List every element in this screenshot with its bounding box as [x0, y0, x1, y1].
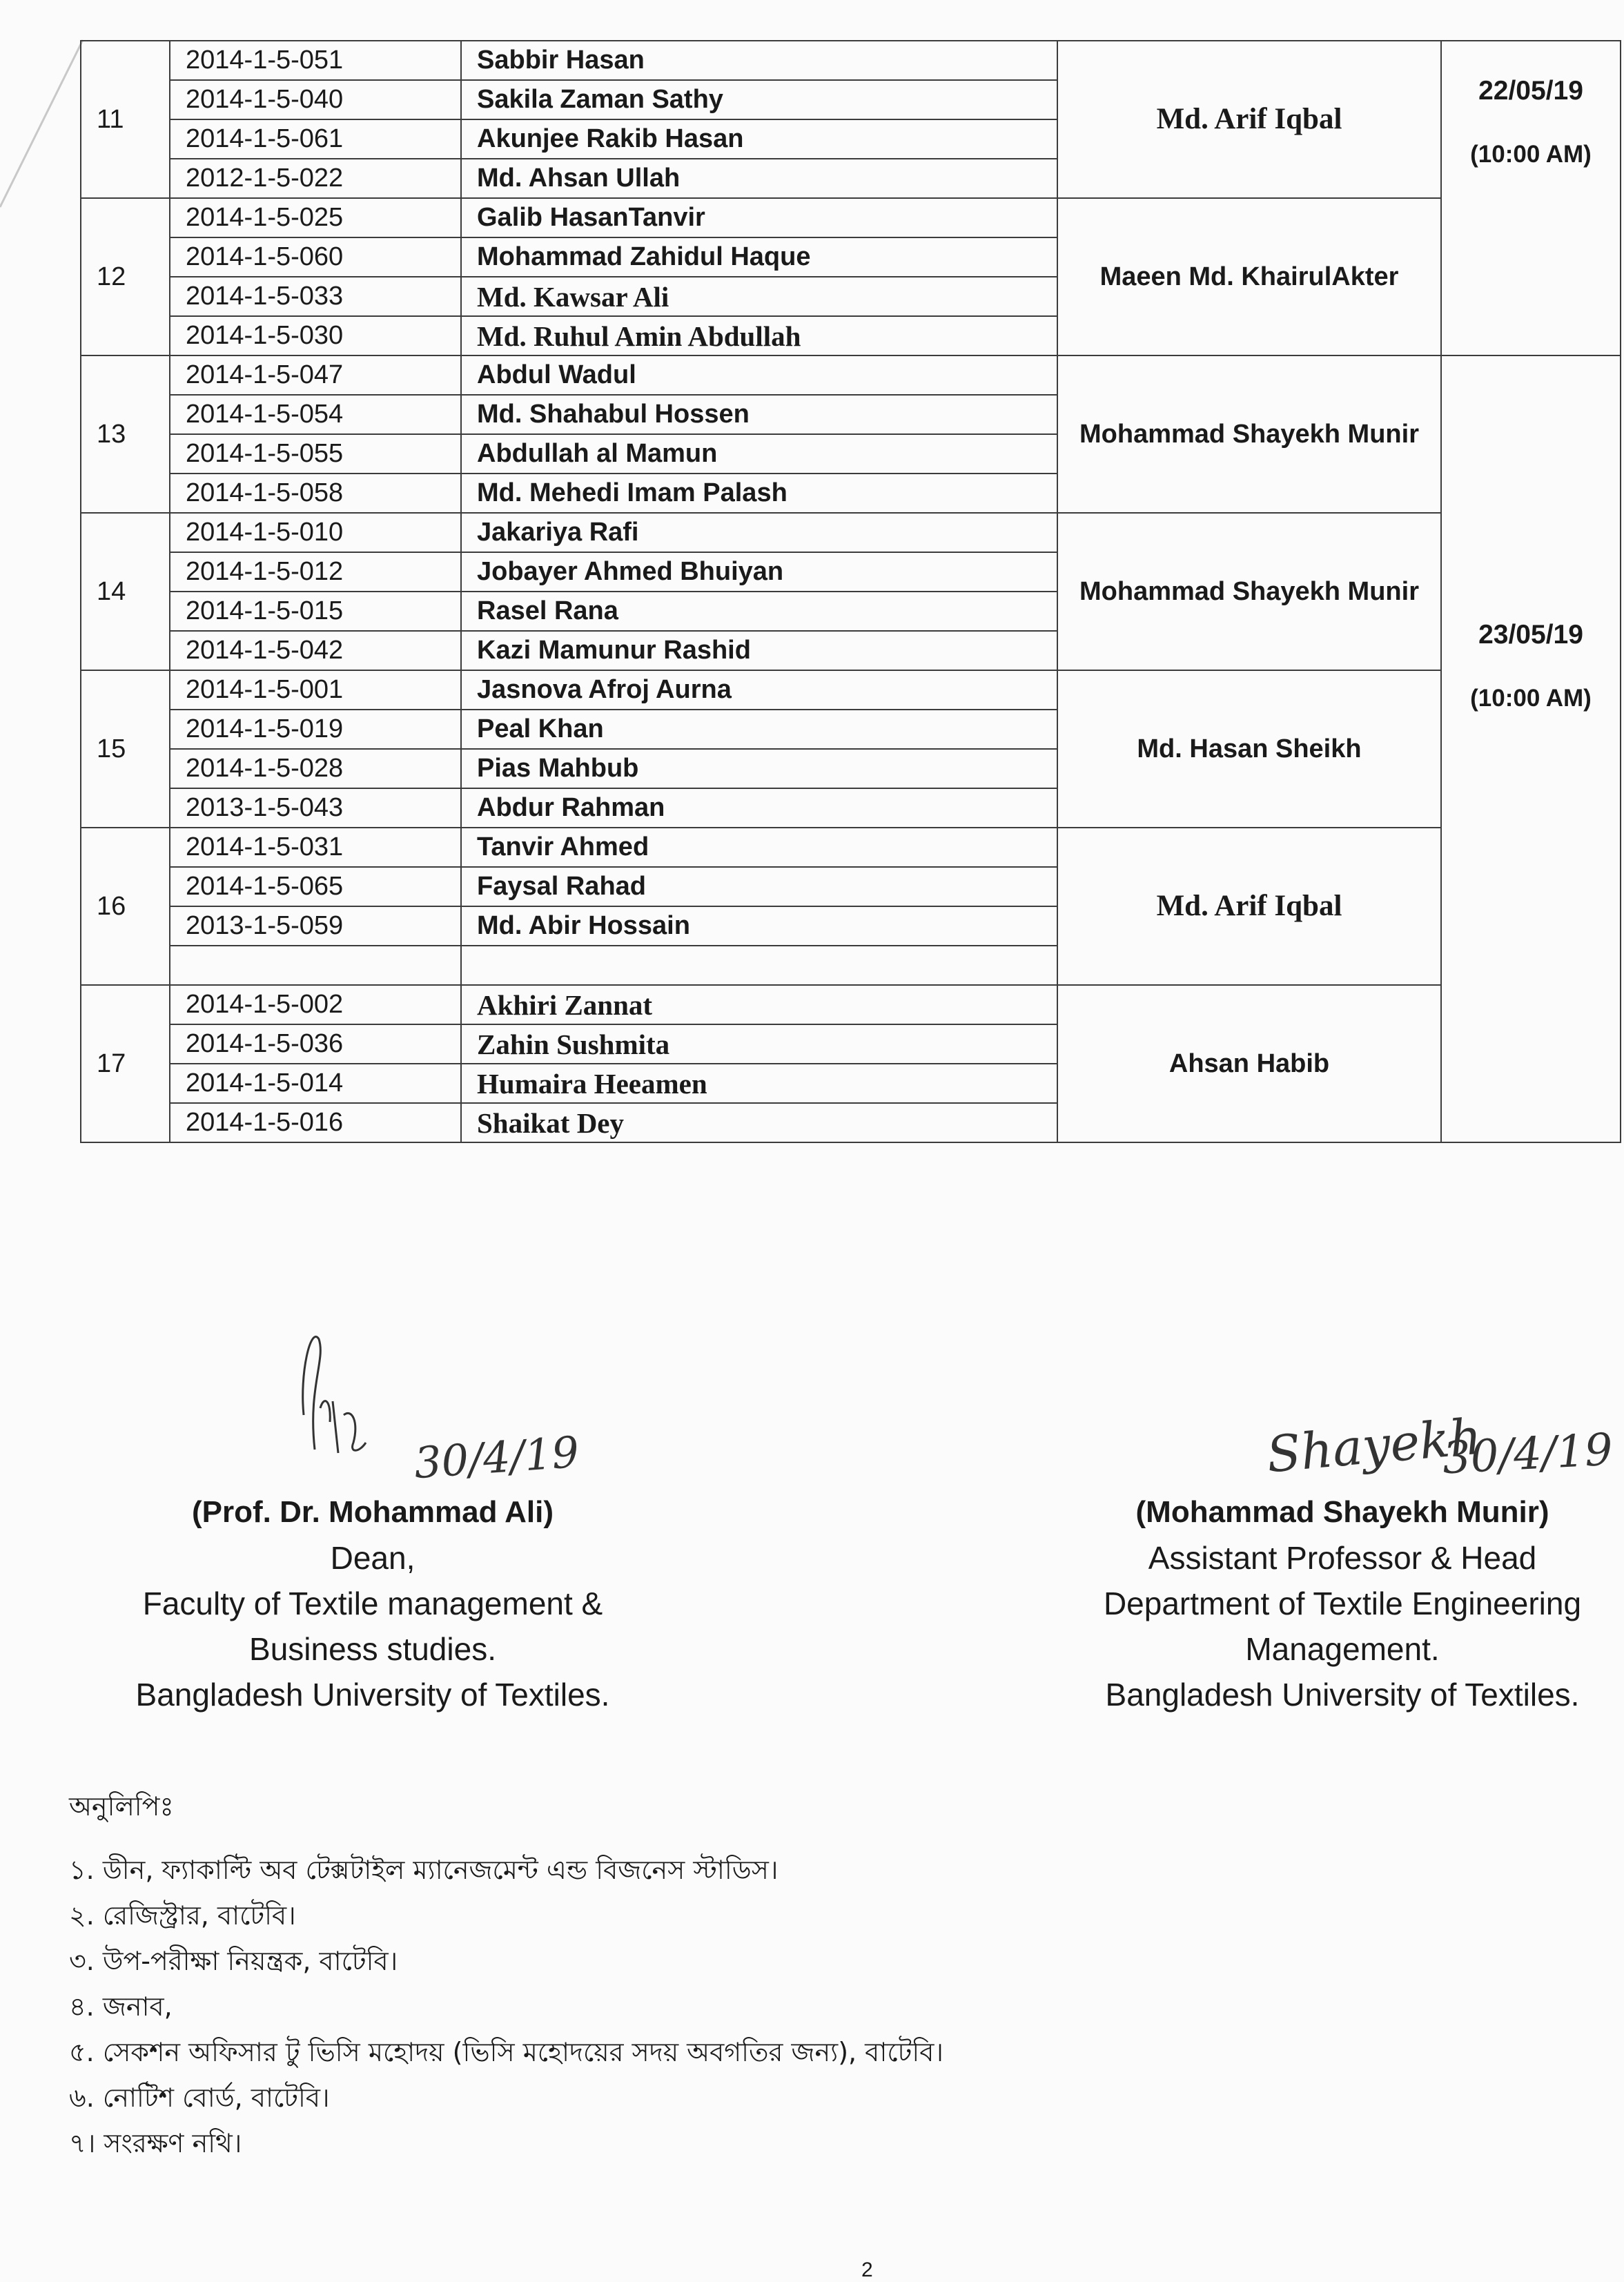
defense-time: (10:00 AM) — [1470, 685, 1592, 712]
student-id: 2014-1-5-047 — [170, 355, 461, 395]
supervisor-name: Md. Arif Iqbal — [1057, 41, 1441, 198]
table-row — [81, 513, 1621, 552]
student-id: 2014-1-5-054 — [170, 395, 461, 434]
student-name: Pias Mahbub — [461, 749, 1057, 788]
copy-distribution-list — [69, 1786, 943, 2169]
student-name: Jobayer Ahmed Bhuiyan — [461, 552, 1057, 592]
student-name: Akunjee Rakib Hasan — [461, 119, 1057, 159]
student-name: Jasnova Afroj Aurna — [461, 670, 1057, 710]
student-name: Md. Kawsar Ali — [461, 277, 1057, 316]
student-id: 2014-1-5-031 — [170, 828, 461, 867]
student-name: Akhiri Zannat — [461, 985, 1057, 1024]
supervisor-name: Mohammad Shayekh Munir — [1057, 513, 1441, 670]
student-id: 2014-1-5-060 — [170, 237, 461, 277]
defense-date-cell — [1441, 355, 1621, 1142]
head-signature-block — [1073, 1490, 1612, 1717]
student-id: 2014-1-5-065 — [170, 867, 461, 906]
defense-time: (10:00 AM) — [1470, 141, 1592, 168]
dean-faculty-line1: Faculty of Textile management & — [142, 1586, 603, 1621]
table-row — [81, 670, 1621, 710]
student-name: Rasel Rana — [461, 592, 1057, 631]
student-name: Md. Shahabul Hossen — [461, 395, 1057, 434]
student-id: 2014-1-5-016 — [170, 1103, 461, 1142]
student-name: Md. Mehedi Imam Palash — [461, 474, 1057, 513]
student-name: Shaikat Dey — [461, 1103, 1057, 1142]
table-row — [81, 355, 1621, 395]
copy-list-item: ৭। সংরক্ষণ নথি। — [69, 2128, 242, 2158]
student-name: Mohammad Zahidul Haque — [461, 237, 1057, 277]
supervisor-name: Md. Hasan Sheikh — [1057, 670, 1441, 828]
group-number: 15 — [81, 670, 170, 828]
student-name: Abdur Rahman — [461, 788, 1057, 828]
dean-signature-block — [83, 1490, 663, 1717]
defense-date: 22/05/19 — [1478, 76, 1583, 106]
supervisor-name: Md. Arif Iqbal — [1057, 828, 1441, 985]
dean-title: Dean, — [330, 1540, 415, 1576]
student-name: Abdullah al Mamun — [461, 434, 1057, 474]
student-name: Humaira Heeamen — [461, 1064, 1057, 1103]
student-name: Kazi Mamunur Rashid — [461, 631, 1057, 670]
student-id: 2014-1-5-051 — [170, 41, 461, 80]
group-number: 14 — [81, 513, 170, 670]
table-row — [81, 828, 1621, 867]
student-id: 2014-1-5-036 — [170, 1024, 461, 1064]
defense-date-cell — [1441, 41, 1621, 355]
table-row — [81, 41, 1621, 80]
student-id: 2014-1-5-033 — [170, 277, 461, 316]
student-id: 2014-1-5-028 — [170, 749, 461, 788]
copy-list-item: ১. ডীন, ফ্যাকাল্টি অব টেক্সটাইল ম্যানেজমেন্ট এন্ড বিজনেস স্টাডিস। — [69, 1855, 779, 1885]
student-id: 2014-1-5-042 — [170, 631, 461, 670]
head-signature-date: 30/4/19 — [1441, 1424, 1614, 1485]
student-name: Md. Abir Hossain — [461, 906, 1057, 946]
table-row — [81, 985, 1621, 1024]
student-id: 2014-1-5-025 — [170, 198, 461, 237]
head-title: Assistant Professor & Head — [1148, 1540, 1537, 1576]
group-number: 16 — [81, 828, 170, 985]
supervisor-name: Mohammad Shayekh Munir — [1057, 355, 1441, 513]
student-name: Sabbir Hasan — [461, 41, 1057, 80]
student-name: Tanvir Ahmed — [461, 828, 1057, 867]
group-number: 17 — [81, 985, 170, 1142]
group-number: 11 — [81, 41, 170, 198]
student-id: 2012-1-5-022 — [170, 159, 461, 198]
student-id: 2014-1-5-040 — [170, 80, 461, 119]
student-name: Zahin Sushmita — [461, 1024, 1057, 1064]
group-number: 12 — [81, 198, 170, 355]
dean-signature-date: 30/4/19 — [412, 1426, 581, 1489]
student-id: 2013-1-5-043 — [170, 788, 461, 828]
supervisor-name: Maeen Md. KhairulAkter — [1057, 198, 1441, 355]
defense-date: 23/05/19 — [1478, 620, 1583, 650]
student-id: 2014-1-5-061 — [170, 119, 461, 159]
student-id: 2014-1-5-019 — [170, 710, 461, 749]
head-signature-name: Shayekh — [1264, 1407, 1484, 1484]
student-id: 2014-1-5-015 — [170, 592, 461, 631]
copy-list-item: ৩. উপ-পরীক্ষা নিয়ন্ত্রক, বাটেবি। — [69, 1946, 398, 1976]
dean-faculty-line2: Business studies. — [249, 1631, 496, 1667]
student-id: 2013-1-5-059 — [170, 906, 461, 946]
copy-list-items — [69, 1850, 943, 2169]
student-name: Peal Khan — [461, 710, 1057, 749]
student-id: 2014-1-5-002 — [170, 985, 461, 1024]
supervisor-name: Ahsan Habib — [1057, 985, 1441, 1142]
dean-university: Bangladesh University of Textiles. — [135, 1677, 610, 1713]
defense-schedule-table — [80, 40, 1621, 1143]
head-dept-line2: Management. — [1245, 1631, 1440, 1667]
copy-list-title: অনুলিপিঃ — [69, 1791, 174, 1822]
student-name: Md. Ruhul Amin Abdullah — [461, 316, 1057, 355]
head-dept-line1: Department of Textile Engineering — [1103, 1586, 1582, 1621]
student-id — [170, 946, 461, 985]
student-name: Md. Ahsan Ullah — [461, 159, 1057, 198]
table-row — [81, 198, 1621, 237]
student-name: Abdul Wadul — [461, 355, 1057, 395]
group-number: 13 — [81, 355, 170, 513]
student-name: Jakariya Rafi — [461, 513, 1057, 552]
student-id: 2014-1-5-055 — [170, 434, 461, 474]
student-name: Faysal Rahad — [461, 867, 1057, 906]
student-id: 2014-1-5-010 — [170, 513, 461, 552]
student-id: 2014-1-5-001 — [170, 670, 461, 710]
student-id: 2014-1-5-014 — [170, 1064, 461, 1103]
student-id: 2014-1-5-012 — [170, 552, 461, 592]
copy-list-item: ৬. নোটিশ বোর্ড, বাটেবি। — [69, 2083, 330, 2113]
student-name — [461, 946, 1057, 985]
head-name: (Mohammad Shayekh Munir) — [1135, 1495, 1549, 1529]
schedule-body — [81, 41, 1621, 1142]
student-name: Galib HasanTanvir — [461, 198, 1057, 237]
student-id: 2014-1-5-030 — [170, 316, 461, 355]
copy-list-item: ৪. জনাব, — [69, 1991, 173, 2022]
dean-name: (Prof. Dr. Mohammad Ali) — [192, 1495, 554, 1529]
head-university: Bangladesh University of Textiles. — [1105, 1677, 1580, 1713]
copy-list-item: ৫. সেকশন অফিসার টু ভিসি মহোদয় (ভিসি মহোদয়ের সদয় অবগতির জন্য), বাটেবি। — [69, 2037, 943, 2067]
page-number: 2 — [861, 2259, 873, 2281]
student-id: 2014-1-5-058 — [170, 474, 461, 513]
copy-list-item: ২. রেজিস্ট্রার, বাটেবি। — [69, 1900, 296, 1931]
student-name: Sakila Zaman Sathy — [461, 80, 1057, 119]
